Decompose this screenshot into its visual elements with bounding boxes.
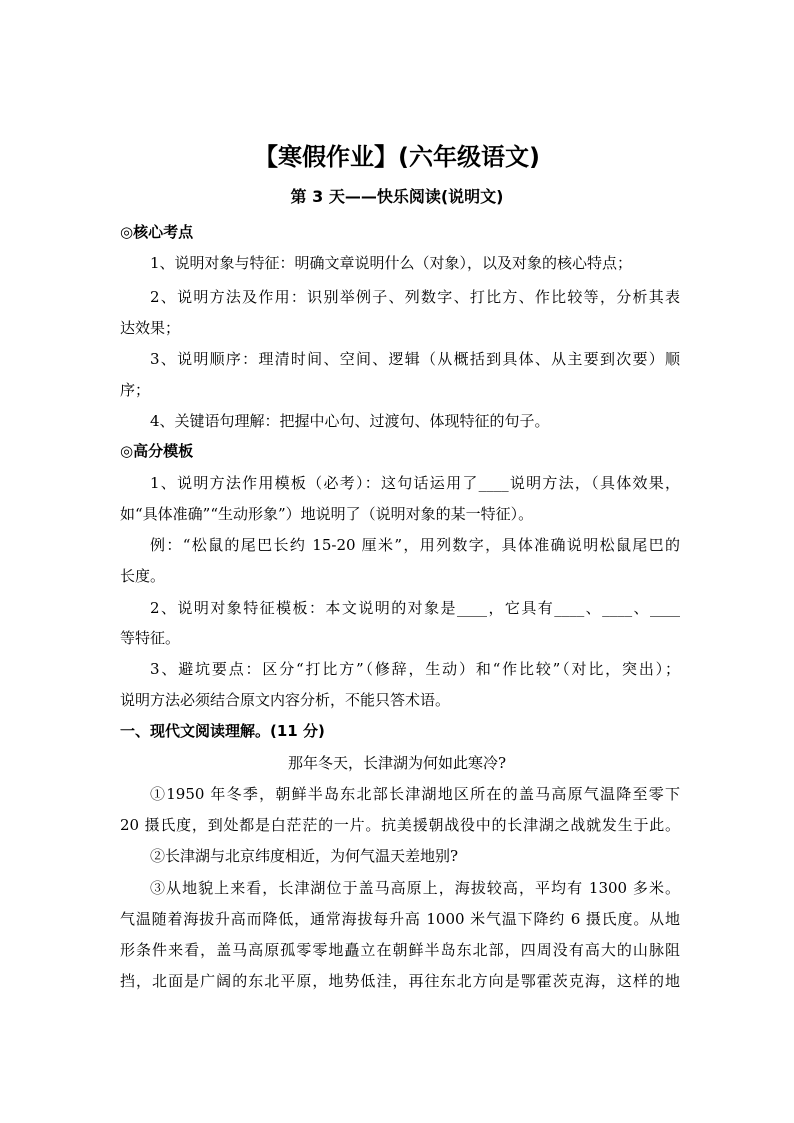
core-point-1: 1、说明对象与特征：明确文章说明什么（对象），以及对象的核心特点；: [150, 254, 633, 272]
section-heading-core: ◎核心考点: [120, 223, 194, 241]
template-example-cont: 长度。: [120, 567, 166, 585]
core-point-3-cont: 序；: [120, 381, 151, 399]
paragraph-3: ③从地貌上来看，长津湖位于盖马高原上，海拔较高，平均有 1300 多米。: [150, 879, 680, 897]
core-point-2: 2、说明方法及作用：识别举例子、列数字、打比方、作比较等，分析其表: [150, 288, 680, 306]
paragraph-2: ②长津湖与北京纬度相近，为何气温天差地别?: [150, 847, 459, 865]
section-heading-reading: 一、现代文阅读理解。(11 分): [120, 722, 325, 740]
template-example: 例：“松鼠的尾巴长约 15-20 厘米”，用列数字，具体准确说明松鼠尾巴的: [150, 536, 680, 554]
section-heading-template: ◎高分模板: [120, 442, 194, 460]
template-3-cont: 说明方法必须结合原文内容分析，不能只答术语。: [120, 691, 451, 709]
page-title: 【寒假作业】(六年级语文): [254, 143, 540, 171]
paragraph-1-cont: 20 摄氏度，到处都是白茫茫的一片。抗美援朝战役中的长津湖之战就发生于此。: [120, 816, 680, 834]
template-2: 2、说明对象特征模板：本文说明的对象是____，它具有____、____、____: [150, 599, 680, 617]
paragraph-3-line-3: 形条件来看，盖马高原孤零零地矗立在朝鲜半岛东北部，四周没有高大的山脉阻: [120, 941, 680, 959]
core-point-2-cont: 达效果；: [120, 319, 181, 337]
page-subtitle: 第 3 天——快乐阅读(说明文): [290, 187, 504, 206]
paragraph-3-line-4: 挡，北面是广阔的东北平原，地势低洼，再往东北方向是鄂霍茨克海，这样的地: [120, 972, 680, 990]
core-point-3: 3、说明顺序：理清时间、空间、逻辑（从概括到具体、从主要到次要）顺: [150, 350, 680, 368]
paragraph-1: ①1950 年冬季，朝鲜半岛东北部长津湖地区所在的盖马高原气温降至零下: [150, 785, 680, 803]
template-1: 1、说明方法作用模板（必考）：这句话运用了____说明方法，（具体效果，: [150, 474, 680, 492]
template-1-cont: 如“具体准确”“生动形象”）地说明了（说明对象的某一特征）。: [120, 505, 534, 523]
template-3: 3、避坑要点：区分“打比方”（修辞，生动）和“作比较”（对比，突出）；: [150, 660, 680, 678]
core-point-4: 4、关键语句理解：把握中心句、过渡句、体现特征的句子。: [150, 412, 550, 430]
paragraph-3-line-2: 气温随着海拔升高而降低，通常海拔每升高 1000 米气温下降约 6 摄氏度。从地: [120, 910, 680, 928]
template-2-cont: 等特征。: [120, 629, 181, 647]
reading-title: 那年冬天，长津湖为何如此寒冷?: [287, 754, 507, 772]
